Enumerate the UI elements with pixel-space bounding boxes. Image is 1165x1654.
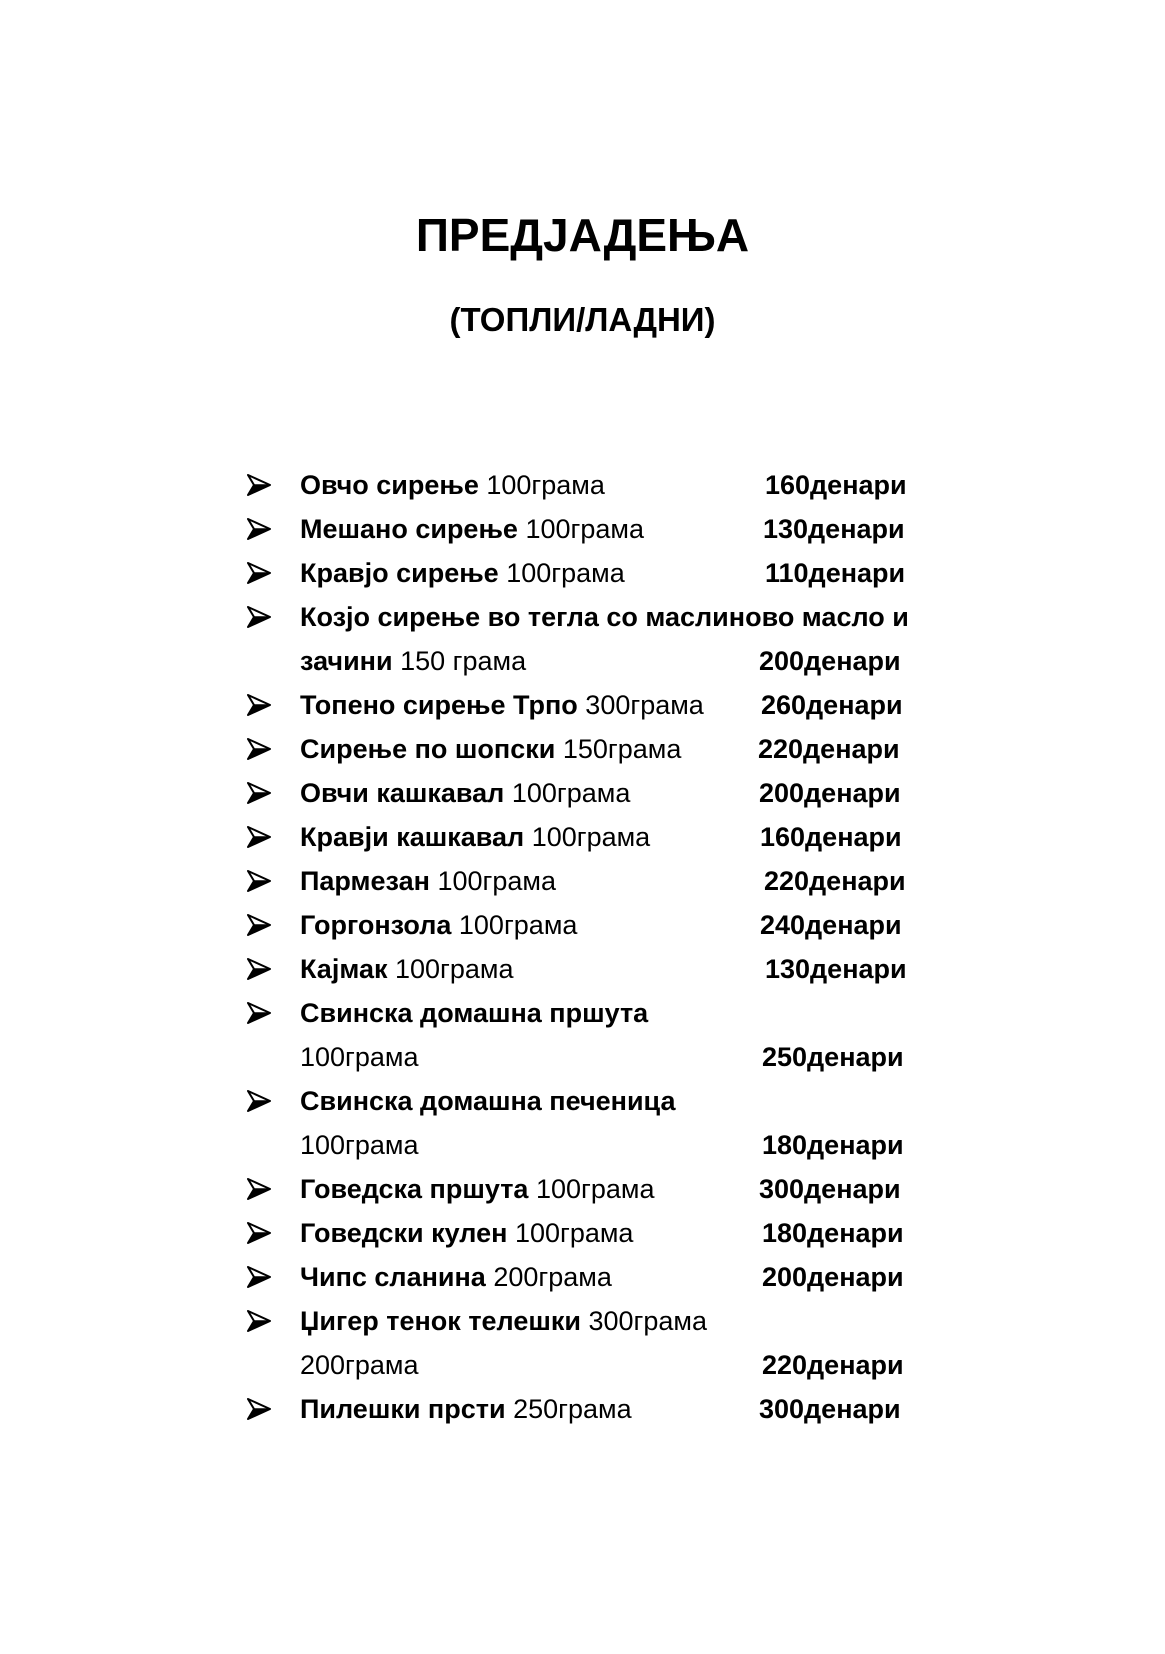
item-price: 180денари (762, 1130, 904, 1160)
item-quantity: 200грама (493, 1262, 612, 1292)
list-item (245, 595, 965, 639)
item-name: Говедски кулен (300, 1218, 508, 1248)
item-name: Чипс сланина (300, 1262, 486, 1292)
arrow-bullet-icon (245, 947, 275, 991)
item-price: 220денари (762, 1350, 904, 1380)
item-quantity: 300грама (588, 1306, 708, 1336)
list-item (245, 815, 965, 859)
item-price: 250денари (762, 1042, 904, 1072)
item-quantity: 150грама (562, 734, 682, 764)
item-price: 220денари (758, 734, 900, 764)
list-item (245, 1079, 965, 1123)
item-price: 110денари (765, 558, 906, 588)
item-price: 220денари (764, 866, 906, 896)
item-price: 160денари (760, 822, 902, 852)
list-item (245, 463, 965, 507)
item-name: Кравји кашкавал (300, 822, 525, 852)
list-item (245, 683, 965, 727)
page-subtitle: (ТОПЛИ/ЛАДНИ) (449, 301, 716, 338)
item-name: Пармезан (300, 866, 430, 896)
list-item-continuation (245, 639, 965, 683)
item-quantity: 100грама (300, 1130, 419, 1160)
arrow-bullet-icon (245, 903, 275, 947)
item-price: 180денари (762, 1218, 904, 1248)
item-quantity: 100грама (458, 910, 578, 940)
item-quantity: 100грама (514, 1218, 634, 1248)
list-item (245, 727, 965, 771)
arrow-bullet-icon (245, 551, 275, 595)
item-name: Џигер тенок телешки (300, 1306, 581, 1336)
list-item-continuation (245, 1035, 965, 1079)
item-price: 130денари (763, 514, 905, 544)
item-name: Горгонзола (300, 910, 452, 940)
item-name-continuation: зачини (300, 646, 393, 676)
item-price: 300денари (759, 1394, 901, 1424)
item-quantity: 100грама (437, 866, 556, 896)
item-name: Овчи кашкавал (300, 778, 505, 808)
item-price: 160денари (765, 470, 907, 500)
arrow-bullet-icon (245, 727, 275, 771)
item-name: Говедска пршута (300, 1174, 529, 1204)
list-item-continuation (245, 1123, 965, 1167)
item-quantity: 150 грама (400, 646, 527, 676)
item-price: 300денари (759, 1174, 901, 1204)
arrow-bullet-icon (245, 991, 275, 1035)
item-quantity: 100грама (300, 1042, 419, 1072)
item-name: Кравјо сирење (300, 558, 499, 588)
arrow-bullet-icon (245, 507, 275, 551)
item-name: Свинска домашна пршута (300, 998, 649, 1028)
item-price: 260денари (761, 690, 903, 720)
item-price: 240денари (760, 910, 902, 940)
list-item (245, 903, 965, 947)
item-quantity: 100грама (506, 558, 625, 588)
item-name: Мешано сирење (300, 514, 518, 544)
arrow-bullet-icon (245, 683, 275, 727)
item-quantity: 100грама (511, 778, 631, 808)
item-quantity: 100грама (531, 822, 651, 852)
item-name: Козјо сирење во тегла со маслиново масло и (300, 602, 909, 632)
item-quantity: 100грама (486, 470, 605, 500)
item-quantity: 100грама (395, 954, 514, 984)
item-name: Свинска домашна печеница (300, 1086, 676, 1116)
list-item (245, 991, 965, 1035)
list-item (245, 551, 965, 595)
list-item (245, 1299, 965, 1343)
arrow-bullet-icon (245, 1255, 275, 1299)
item-quantity: 100грама (535, 1174, 655, 1204)
arrow-bullet-icon (245, 463, 275, 507)
arrow-bullet-icon (245, 1299, 275, 1343)
list-item (245, 1167, 965, 1211)
arrow-bullet-icon (245, 1211, 275, 1255)
arrow-bullet-icon (245, 815, 275, 859)
item-name: Топено сирење Трпо (300, 690, 578, 720)
list-item-continuation (245, 1343, 965, 1387)
arrow-bullet-icon (245, 1167, 275, 1211)
item-name: Сирење по шопски (300, 734, 556, 764)
item-quantity: 300грама (585, 690, 704, 720)
item-price: 200денари (759, 778, 901, 808)
list-item (245, 507, 965, 551)
list-item (245, 1387, 965, 1431)
item-name: Кајмак (300, 954, 388, 984)
item-price: 200денари (759, 646, 901, 676)
list-item (245, 1211, 965, 1255)
arrow-bullet-icon (245, 771, 275, 815)
item-quantity: 100грама (525, 514, 644, 544)
arrow-bullet-icon (245, 595, 275, 639)
list-item (245, 947, 965, 991)
item-name: Пилешки прсти (300, 1394, 506, 1424)
arrow-bullet-icon (245, 1387, 275, 1431)
list-item (245, 1255, 965, 1299)
arrow-bullet-icon (245, 859, 275, 903)
item-price: 200денари (762, 1262, 904, 1292)
item-price: 130денари (765, 954, 907, 984)
item-quantity: 250грама (513, 1394, 632, 1424)
arrow-bullet-icon (245, 1079, 275, 1123)
page-title: ПРЕДЈАДЕЊА (415, 209, 750, 261)
item-name: Овчо сирење (300, 470, 479, 500)
list-item (245, 859, 965, 903)
item-quantity: 200грама (300, 1350, 419, 1380)
menu-list (245, 463, 965, 1431)
list-item (245, 771, 965, 815)
